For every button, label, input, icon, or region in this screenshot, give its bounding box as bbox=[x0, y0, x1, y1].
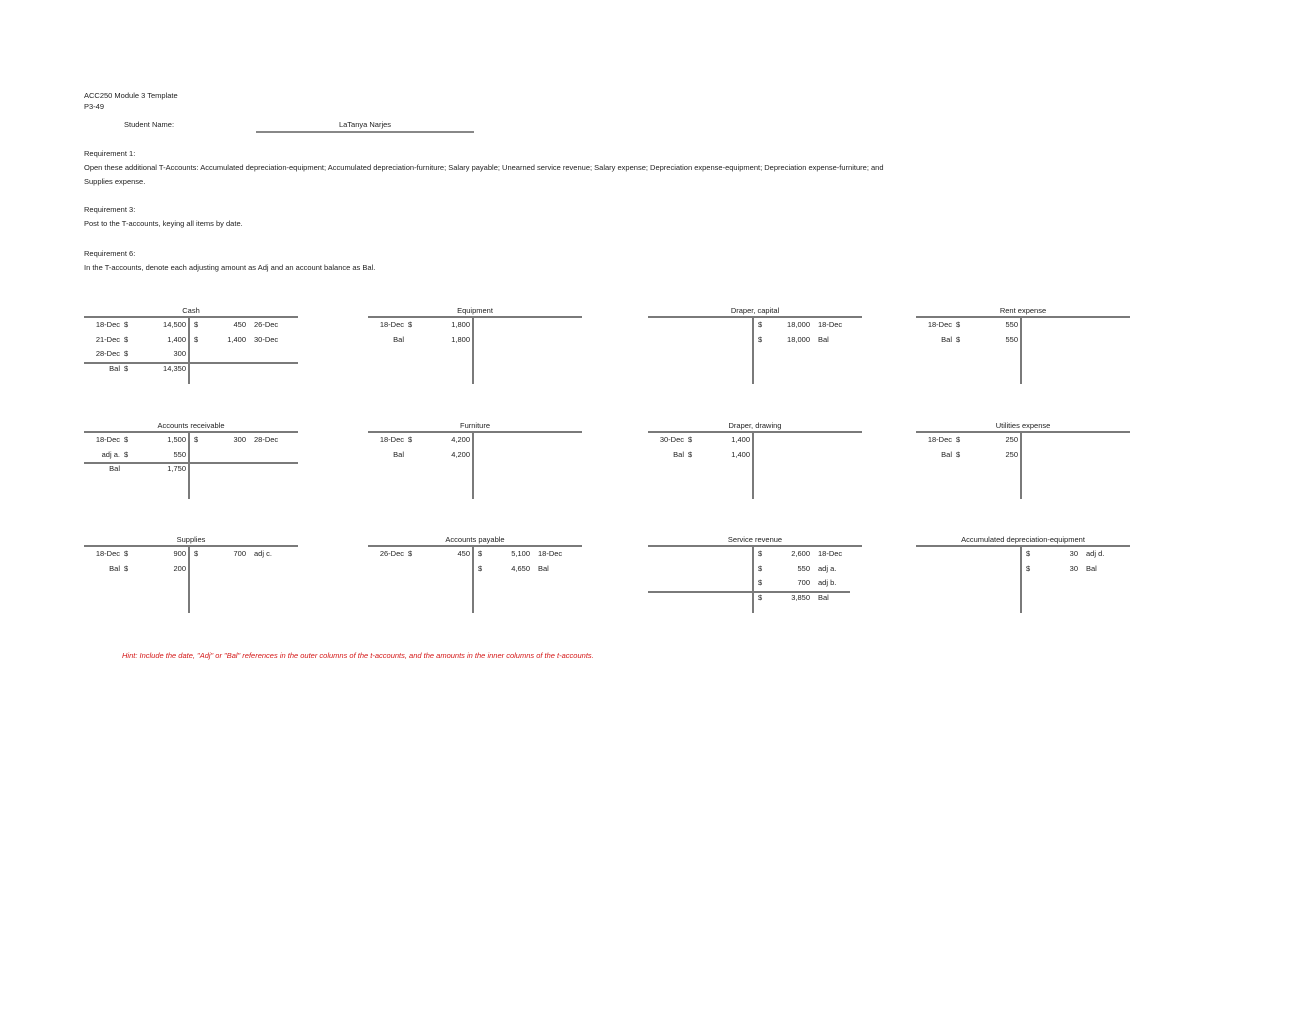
left-dollar: $ bbox=[124, 334, 129, 344]
t-account-rent-expense bbox=[916, 306, 1130, 384]
left-date: 18-Dec bbox=[95, 435, 120, 444]
right-date: adj a. bbox=[818, 563, 837, 573]
right-amount: 450 bbox=[233, 320, 246, 329]
right-date: 28-Dec bbox=[254, 435, 279, 444]
t-account-row bbox=[84, 549, 298, 558]
left-dollar: $ bbox=[124, 435, 129, 444]
right-amount: 18,000 bbox=[787, 320, 810, 329]
left-dollar: $ bbox=[124, 320, 129, 329]
left-date: 28-Dec bbox=[95, 349, 120, 358]
t-account-row bbox=[84, 335, 298, 344]
right-dollar: $ bbox=[758, 334, 763, 344]
right-date: 18-Dec bbox=[818, 549, 843, 558]
t-account-row bbox=[84, 464, 298, 473]
t-account-accum-dep-equipment bbox=[916, 535, 1130, 613]
requirement-6 bbox=[84, 247, 884, 275]
right-date: 18-Dec bbox=[538, 549, 563, 558]
left-dollar: $ bbox=[956, 449, 961, 459]
right-date: Bal bbox=[1086, 563, 1097, 573]
t-account-row bbox=[648, 320, 862, 329]
t-account-row bbox=[368, 564, 582, 573]
left-amount: 300 bbox=[173, 349, 186, 358]
t-account-furniture bbox=[368, 421, 582, 499]
student-name-field: LaTanya Narjes bbox=[256, 120, 474, 133]
right-dollar: $ bbox=[478, 549, 483, 558]
t-account-top-rule bbox=[84, 316, 298, 318]
requirement-heading: Requirement 1: bbox=[84, 149, 136, 158]
left-date: 18-Dec bbox=[379, 435, 404, 444]
t-account-cash bbox=[84, 306, 298, 384]
left-date: Bal bbox=[393, 449, 404, 459]
t-account-top-rule bbox=[916, 545, 1130, 547]
left-amount: 250 bbox=[1005, 435, 1018, 444]
t-account-row bbox=[368, 335, 582, 344]
right-date: 18-Dec bbox=[818, 320, 843, 329]
left-dollar: $ bbox=[956, 320, 961, 329]
right-dollar: $ bbox=[758, 320, 763, 329]
left-date: 18-Dec bbox=[927, 435, 952, 444]
left-dollar: $ bbox=[688, 435, 693, 444]
account-title: Service revenue bbox=[727, 535, 783, 544]
t-account-row bbox=[916, 564, 1130, 573]
account-title: Furniture bbox=[459, 421, 490, 430]
right-amount: 30 bbox=[1069, 549, 1078, 558]
left-dollar: $ bbox=[124, 363, 129, 373]
t-account-row bbox=[368, 549, 582, 558]
t-account-top-rule bbox=[916, 316, 1130, 318]
left-amount: 4,200 bbox=[451, 435, 470, 444]
t-account-row bbox=[916, 450, 1130, 459]
problem-number: P3-49 bbox=[84, 102, 105, 111]
t-account-equipment bbox=[368, 306, 582, 384]
t-account-row bbox=[84, 349, 298, 358]
left-amount: 14,350 bbox=[163, 363, 186, 373]
left-amount: 1,400 bbox=[167, 334, 186, 344]
t-account-accounts-payable bbox=[368, 535, 582, 613]
left-date: 18-Dec bbox=[927, 320, 952, 329]
t-account-row bbox=[648, 435, 862, 444]
left-dollar: $ bbox=[124, 563, 129, 573]
left-date: 18-Dec bbox=[95, 549, 120, 558]
account-title: Cash bbox=[182, 306, 200, 315]
t-account-top-rule bbox=[368, 431, 582, 433]
right-date: adj c. bbox=[254, 549, 272, 558]
right-dollar: $ bbox=[758, 578, 763, 587]
t-account-row bbox=[648, 593, 862, 602]
right-dollar: $ bbox=[194, 320, 199, 329]
right-amount: 3,850 bbox=[791, 592, 810, 602]
right-date: adj d. bbox=[1086, 549, 1105, 558]
account-title: Accounts payable bbox=[445, 535, 505, 544]
right-date: Bal bbox=[818, 592, 829, 602]
left-date: 18-Dec bbox=[379, 320, 404, 329]
t-account-accounts-receivable bbox=[84, 421, 298, 499]
left-date: 30-Dec bbox=[659, 435, 684, 444]
t-account-top-rule bbox=[648, 431, 862, 433]
t-account-row bbox=[84, 320, 298, 329]
right-amount: 1,400 bbox=[227, 334, 246, 344]
right-amount: 300 bbox=[233, 435, 246, 444]
t-account-row bbox=[648, 335, 862, 344]
left-date: 26-Dec bbox=[379, 549, 404, 558]
right-dollar: $ bbox=[758, 592, 763, 602]
right-amount: 18,000 bbox=[787, 334, 810, 344]
left-amount: 1,800 bbox=[451, 320, 470, 329]
right-date: Bal bbox=[538, 563, 549, 573]
left-amount: 1,400 bbox=[731, 435, 750, 444]
t-account-row bbox=[916, 320, 1130, 329]
left-dollar: $ bbox=[124, 549, 129, 558]
left-date: Bal bbox=[673, 449, 684, 459]
hint-text: Hint: Include the date, "Adj" or "Bal" references in the outer columns of the t-accounts, and the amounts in the inner columns of the t-accounts. bbox=[122, 651, 594, 660]
left-date: Bal bbox=[941, 334, 952, 344]
right-dollar: $ bbox=[1026, 549, 1031, 558]
left-dollar: $ bbox=[956, 334, 961, 344]
left-dollar: $ bbox=[408, 435, 413, 444]
t-account-row bbox=[648, 549, 862, 558]
t-account-service-revenue bbox=[648, 535, 862, 613]
t-account-row bbox=[84, 450, 298, 459]
right-dollar: $ bbox=[194, 549, 199, 558]
t-account-top-rule bbox=[84, 431, 298, 433]
right-date: 26-Dec bbox=[254, 320, 279, 329]
left-amount: 450 bbox=[457, 549, 470, 558]
t-account-row bbox=[916, 549, 1130, 558]
right-amount: 4,650 bbox=[511, 563, 530, 573]
account-title: Draper, capital bbox=[730, 306, 780, 315]
left-date: Bal bbox=[109, 464, 120, 473]
t-account-top-rule bbox=[368, 316, 582, 318]
right-amount: 30 bbox=[1069, 563, 1078, 573]
doc-title: ACC250 Module 3 Template bbox=[84, 91, 178, 100]
right-dollar: $ bbox=[1026, 563, 1031, 573]
right-amount: 5,100 bbox=[511, 549, 530, 558]
left-dollar: $ bbox=[124, 449, 129, 459]
left-date: Bal bbox=[393, 334, 404, 344]
t-account-row bbox=[368, 320, 582, 329]
t-account-row bbox=[84, 435, 298, 444]
left-amount: 1,800 bbox=[451, 334, 470, 344]
left-amount: 200 bbox=[173, 563, 186, 573]
left-date: Bal bbox=[941, 449, 952, 459]
right-amount: 550 bbox=[797, 563, 810, 573]
t-account-row bbox=[84, 364, 298, 373]
account-title: Supplies bbox=[176, 535, 206, 544]
account-title: Utilities expense bbox=[995, 421, 1051, 430]
t-account-row bbox=[916, 435, 1130, 444]
left-date: 21-Dec bbox=[95, 334, 120, 344]
right-amount: 700 bbox=[797, 578, 810, 587]
left-amount: 550 bbox=[1005, 320, 1018, 329]
left-amount: 900 bbox=[173, 549, 186, 558]
t-account-top-rule bbox=[368, 545, 582, 547]
left-dollar: $ bbox=[408, 549, 413, 558]
t-account-row bbox=[368, 435, 582, 444]
left-amount: 550 bbox=[173, 449, 186, 459]
account-title: Rent expense bbox=[999, 306, 1047, 315]
account-title: Accounts receivable bbox=[157, 421, 225, 430]
left-date: 18-Dec bbox=[95, 320, 120, 329]
requirement-text: Post to the T-accounts, keying all items by date. bbox=[84, 219, 243, 228]
t-account-row bbox=[648, 564, 862, 573]
student-name-label: Student Name: bbox=[124, 120, 175, 129]
left-amount: 550 bbox=[1005, 334, 1018, 344]
t-account-row bbox=[916, 335, 1130, 344]
right-dollar: $ bbox=[478, 563, 483, 573]
t-account-top-rule bbox=[84, 545, 298, 547]
left-amount: 14,500 bbox=[163, 320, 186, 329]
t-account-row bbox=[648, 578, 862, 587]
left-amount: 1,400 bbox=[731, 449, 750, 459]
left-dollar: $ bbox=[688, 449, 693, 459]
left-dollar: $ bbox=[408, 320, 413, 329]
right-date: adj b. bbox=[818, 578, 837, 587]
left-date: adj a. bbox=[101, 449, 120, 459]
right-amount: 700 bbox=[233, 549, 246, 558]
t-account-utilities-expense bbox=[916, 421, 1130, 499]
t-account-top-rule bbox=[648, 545, 862, 547]
right-date: Bal bbox=[818, 334, 829, 344]
requirement-heading: Requirement 6: bbox=[84, 249, 136, 258]
t-account-row bbox=[648, 450, 862, 459]
requirement-text: In the T-accounts, denote each adjusting amount as Adj and an account balance as Bal. bbox=[84, 263, 376, 272]
left-date: Bal bbox=[109, 563, 120, 573]
left-amount: 1,750 bbox=[167, 464, 186, 473]
account-title: Draper, drawing bbox=[728, 421, 782, 430]
right-dollar: $ bbox=[194, 334, 199, 344]
account-title: Accumulated depreciation-equipment bbox=[961, 535, 1085, 544]
right-dollar: $ bbox=[758, 549, 763, 558]
t-account-row bbox=[84, 564, 298, 573]
left-date: Bal bbox=[109, 363, 120, 373]
left-amount: 250 bbox=[1005, 449, 1018, 459]
requirement-1 bbox=[84, 147, 884, 189]
t-account-supplies bbox=[84, 535, 298, 613]
left-dollar: $ bbox=[124, 349, 129, 358]
right-dollar: $ bbox=[194, 435, 199, 444]
right-dollar: $ bbox=[758, 563, 763, 573]
left-dollar: $ bbox=[956, 435, 961, 444]
requirement-3 bbox=[84, 203, 884, 231]
left-amount: 4,200 bbox=[451, 449, 470, 459]
t-account-top-rule bbox=[916, 431, 1130, 433]
left-amount: 1,500 bbox=[167, 435, 186, 444]
requirement-heading: Requirement 3: bbox=[84, 205, 136, 214]
t-account-row bbox=[368, 450, 582, 459]
t-account-top-rule bbox=[648, 316, 862, 318]
t-account-draper-capital bbox=[648, 306, 862, 384]
account-title: Equipment bbox=[457, 306, 493, 315]
right-date: 30-Dec bbox=[254, 334, 279, 344]
right-amount: 2,600 bbox=[791, 549, 810, 558]
t-account-draper-drawing bbox=[648, 421, 862, 499]
requirement-text: Open these additional T-Accounts: Accumulated depreciation-equipment; Accumulated depreciation-furniture; Salary payable; Unearned service revenue; Salary expense; Depreciation expense-equipment; Depreciation expense-furniture; and Supplies expense. bbox=[84, 163, 884, 186]
